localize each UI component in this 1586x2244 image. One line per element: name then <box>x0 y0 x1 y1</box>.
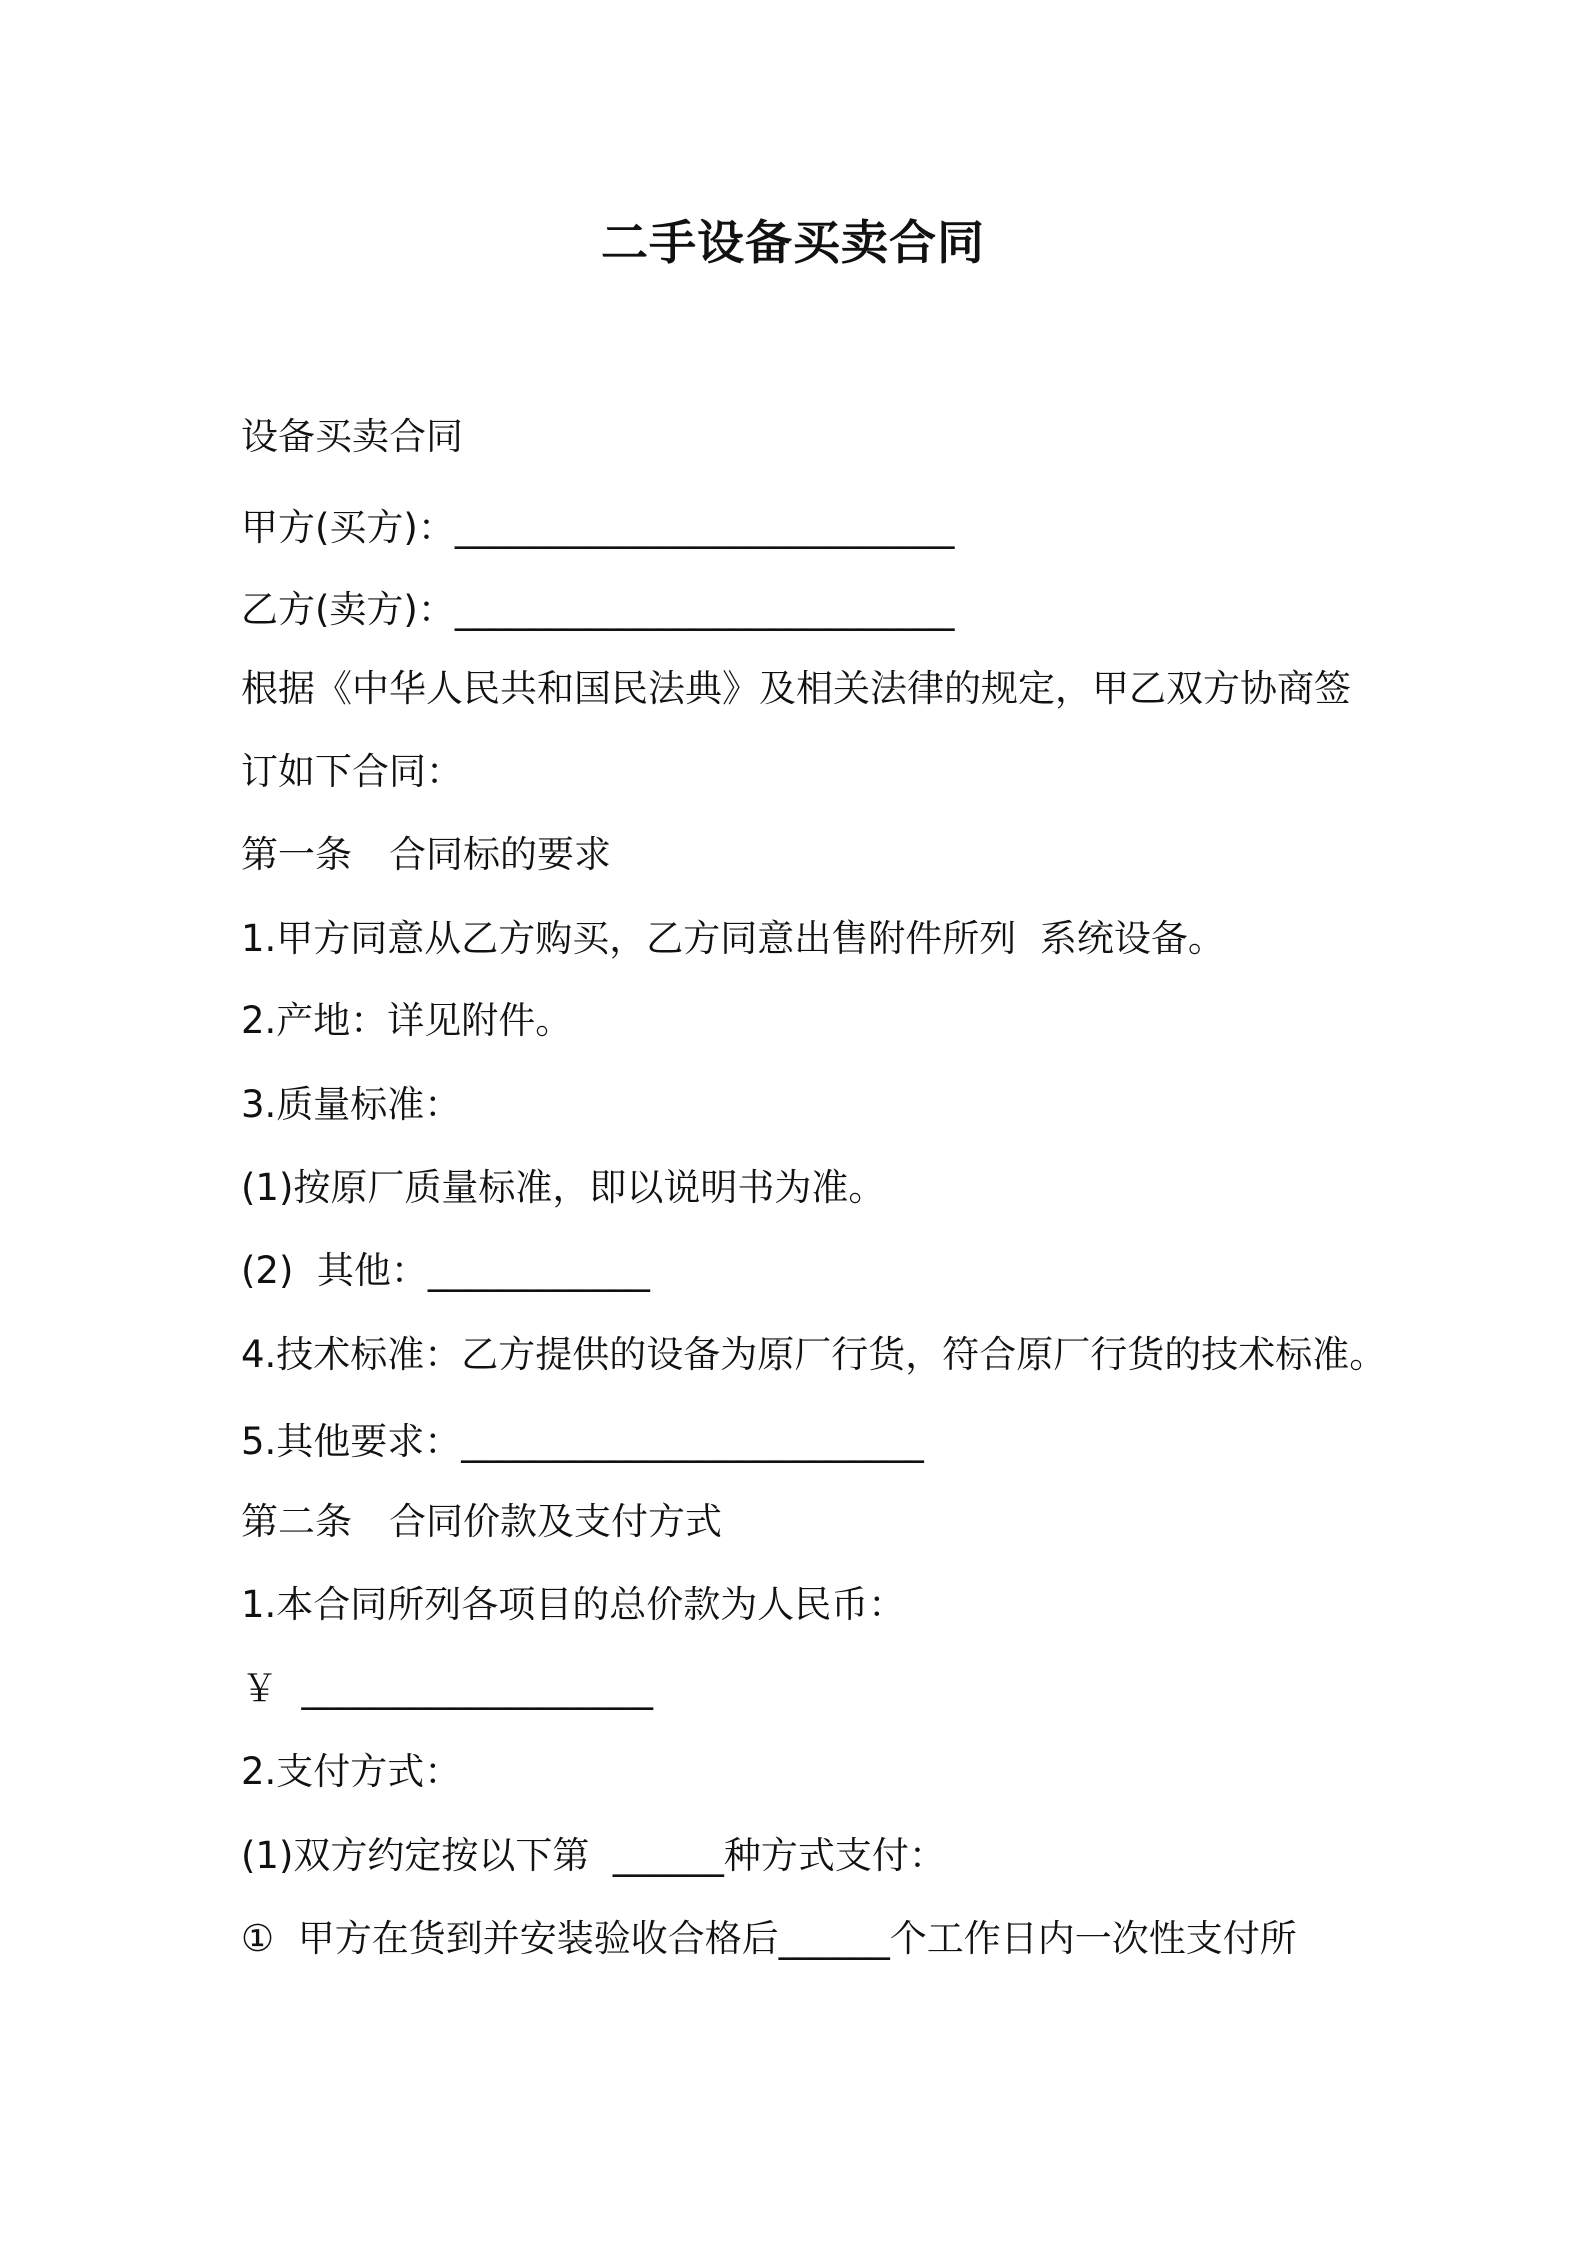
article-2-heading: 第二条 合同价款及支付方式 <box>241 1500 722 1543</box>
article-2-item-2: 2.支付方式： <box>241 1750 462 1793</box>
article-1-item-1: 1.甲方同意从乙方购买，乙方同意出售附件所列 系统设备。 <box>241 917 1225 960</box>
article-1-item-3: 3.质量标准： <box>241 1083 462 1126</box>
quality-standard-2: (2) 其他：____________ <box>241 1249 650 1292</box>
document-title: 二手设备买卖合同 <box>601 216 985 271</box>
preamble-line-1: 根据《中华人民共和国民法典》及相关法律的规定，甲乙双方协商签 <box>241 667 1351 710</box>
party-a-line: 甲方(买方)：___________________________ <box>241 506 955 549</box>
article-1-item-2: 2.产地：详见附件。 <box>241 999 573 1042</box>
article-1-item-5: 5.其他要求：_________________________ <box>241 1420 924 1463</box>
article-1-item-4: 4.技术标准：乙方提供的设备为原厂行货，符合原厂行货的技术标准。 <box>241 1333 1387 1376</box>
subtitle-line: 设备买卖合同 <box>241 415 463 458</box>
preamble-line-2: 订如下合同： <box>241 750 463 793</box>
article-2-item-1: 1.本合同所列各项目的总价款为人民币： <box>241 1583 906 1626</box>
party-b-line: 乙方(卖方)：___________________________ <box>241 588 955 631</box>
payment-option-1: ① 甲方在货到并安装验收合格后______个工作日内一次性支付所 <box>241 1917 1297 1960</box>
quality-standard-1: (1)按原厂质量标准，即以说明书为准。 <box>241 1166 886 1209</box>
article-1-heading: 第一条 合同标的要求 <box>241 833 611 876</box>
total-price-line: ￥ ___________________ <box>241 1667 654 1710</box>
payment-method-1: (1)双方约定按以下第 ______种方式支付： <box>241 1834 946 1877</box>
